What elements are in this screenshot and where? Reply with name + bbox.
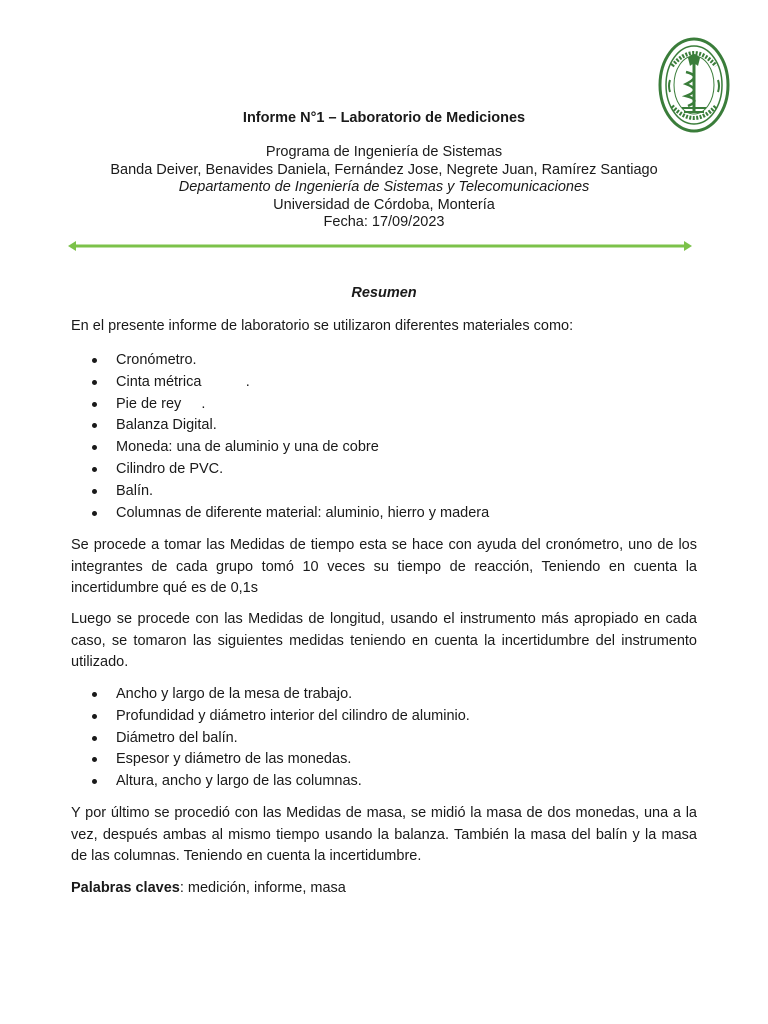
list-item: Balanza Digital. [71,415,697,437]
list-item: Altura, ancho y largo de las columnas. [71,771,697,793]
department-name: Departamento de Ingeniería de Sistemas y Telecomunicaciones [178,179,590,195]
keywords-value: : medición, informe, masa [179,880,346,896]
header-block [0,144,768,232]
document-title: Informe N°1 – Laboratorio de Mediciones [242,110,526,126]
header-divider [68,238,692,254]
time-measurement-paragraph: Se procede a tomar las Medidas de tiempo esta se hace con ayuda del cronómetro, uno de los integrantes de cada grupo tomó 10 veces su tiempo de reacción, Teniendo en cuenta la incertidumbre qué es de 0,1s [71,537,697,596]
list-item: Profundidad y diámetro interior del cilindro de aluminio. [71,706,697,728]
program-name: Programa de Ingeniería de Sistemas [265,144,503,160]
university-name: Universidad de Córdoba, Montería [273,196,495,213]
authors-line: Banda Deiver, Benavides Daniela, Fernández Jose, Negrete Juan, Ramírez Santiago [110,161,658,178]
measurements-list [71,684,697,793]
keywords-label: Palabras claves [71,880,180,896]
list-item: Moneda: una de aluminio y una de cobre [71,437,697,459]
list-item: Cilindro de PVC. [71,459,697,481]
list-item: Balín. [71,481,697,503]
list-item: Pie de rey . [71,394,697,416]
keywords-line [71,878,697,900]
list-item: Cinta métrica . [71,372,697,394]
mass-measurement-paragraph: Y por último se procedió con las Medidas de masa, se midió la masa de dos monedas, una a la vez, después ambas al mismo tiempo usando la balanza. También la masa del balín y la masa de las columnas. Teniendo en cuenta la incertidumbre. [71,805,697,864]
section-heading-resumen: Resumen [351,285,417,301]
list-item: Ancho y largo de la mesa de trabajo. [71,684,697,706]
list-item: Espesor y diámetro de las monedas. [71,749,697,771]
length-measurement-paragraph: Luego se procede con las Medidas de longitud, usando el instrumento más apropiado en cada caso, se tomaron las siguientes medidas teniendo en cuenta la incertidumbre del instrumento utilizado. [71,611,697,670]
intro-paragraph: En el presente informe de laboratorio se utilizaron diferentes materiales como: [71,318,574,334]
list-item: Cronómetro. [71,350,697,372]
list-item: Columnas de diferente material: aluminio, hierro y madera [71,503,697,525]
list-item: Diámetro del balín. [71,728,697,750]
materials-list [71,350,697,524]
document-date: Fecha: 17/09/2023 [323,214,445,230]
